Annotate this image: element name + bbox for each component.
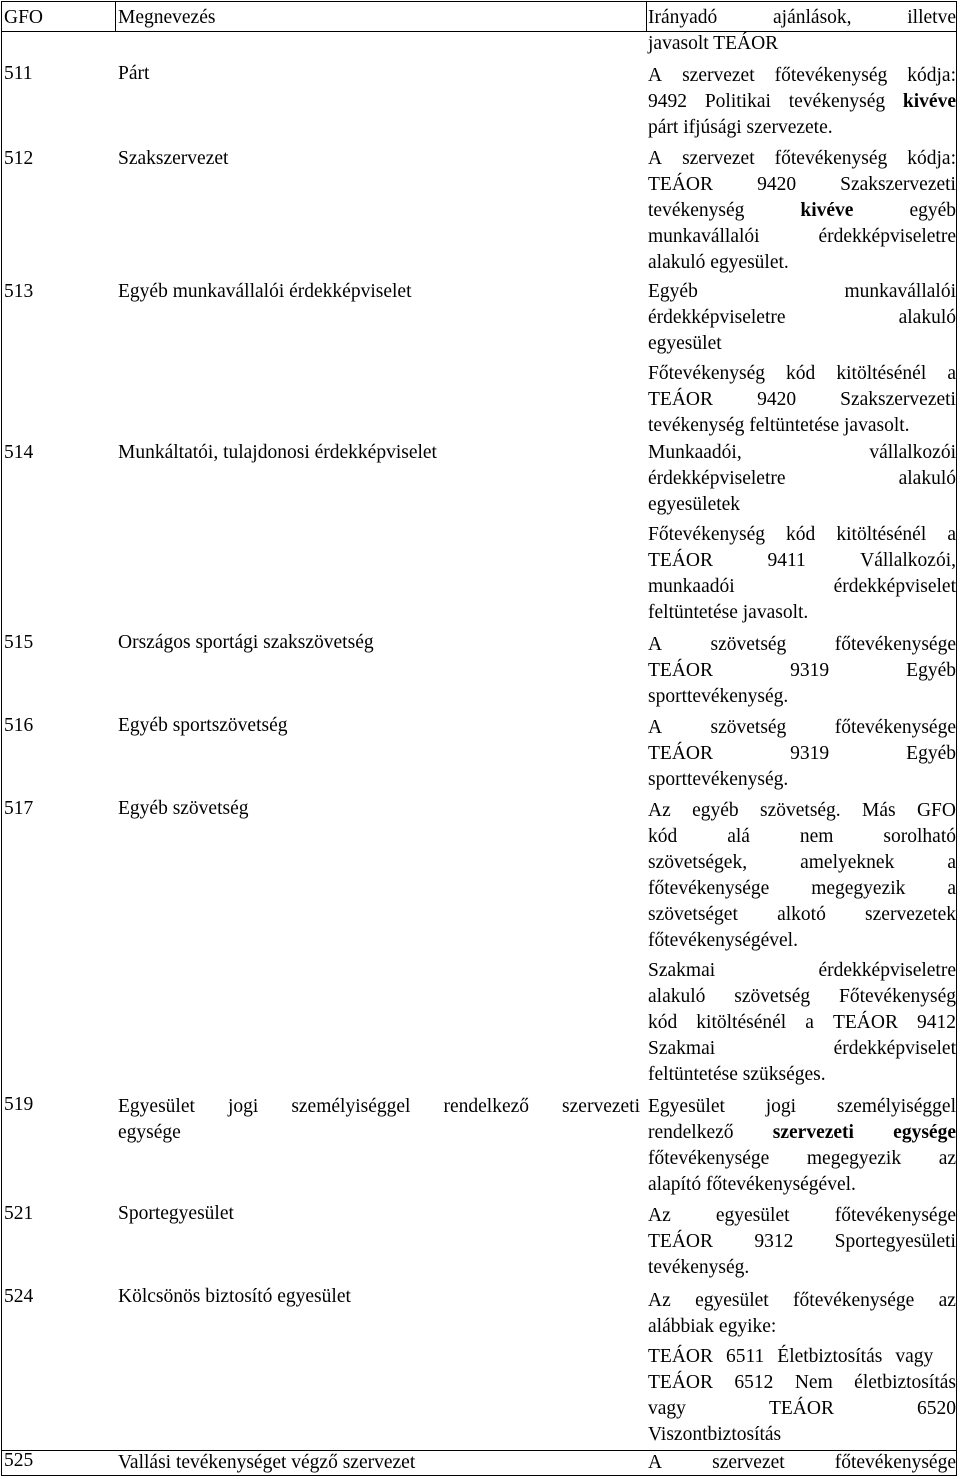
row-514-code: 514	[4, 442, 34, 463]
header-col-divider	[115, 1, 116, 32]
row-524-code: 524	[4, 1286, 34, 1307]
row-519-rec: Egyesület jogi személyiséggel rendelkező szervezeti egysége főtevékenysége megegyezik az alapító főtevékenységével.	[648, 1096, 956, 1195]
row-512-name: Szakszervezet	[118, 148, 229, 169]
row-525-name: Vallási tevékenységet végző szervezet	[118, 1452, 416, 1473]
row-521-rec: Az egyesület főtevékenysége TEÁOR 9312 Sportegyesületi tevékenység.	[648, 1205, 956, 1278]
row-513-rec: Egyéb munkavállalói érdekképviseletre alakuló egyesület Főtevékenység kód kitöltésénél a TEÁOR 9420 Szakszervezeti tevékenység feltüntetése javasolt.	[648, 281, 956, 436]
row-525-code: 525	[4, 1450, 34, 1471]
row-512-rec: A szervezet főtevékenység kódja: TEÁOR 9420 Szakszervezeti tevékenység kivéve egyéb munkavállalói érdekképviseletre alakuló egyesület.	[648, 148, 956, 273]
row-516-code: 516	[4, 715, 34, 736]
row-513-name: Egyéb munkavállalói érdekképviselet	[118, 281, 412, 302]
row-515-name: Országos sportági szakszövetség	[118, 632, 374, 653]
row-524-name: Kölcsönös biztosító egyesület	[118, 1286, 351, 1307]
header-gfo: GFO	[4, 7, 44, 28]
header-col-divider	[646, 1, 647, 32]
header-name: Megnevezés	[118, 7, 216, 28]
row-524-rec: Az egyesület főtevékenysége az alábbiak egyike: TEÁOR 6511 Életbiztosítás vagy TEÁOR 6512 Nem életbiztosítás vagy TEÁOR 6520 Viszontbiztosítás	[648, 1290, 956, 1445]
header-recommendations: Irányadó ajánlások, illetve javasolt TEÁOR	[648, 7, 956, 54]
row-515-code: 515	[4, 632, 34, 653]
row-511-rec: A szervezet főtevékenység kódja: 9492 Politikai tevékenység kivéve párt ifjúsági szervezete.	[648, 65, 956, 138]
row-517-rec: Az egyéb szövetség. Más GFO kód alá nem sorolható szövetségek, amelyeknek a főtevékenysége megegyezik a szövetséget alkotó szervezetek főtevékenységével. Szakmai érdekképviseletre alakuló szövetség Főtevékenység kód kitöltésénél a TEÁOR 9412 Szakmai érdekképviselet feltüntetése szükséges.	[648, 800, 956, 1085]
row-511-name: Párt	[118, 63, 150, 84]
row-516-rec: A szövetség főtevékenysége TEÁOR 9319 Egyéb sporttevékenység.	[648, 717, 956, 790]
row-512-code: 512	[4, 148, 34, 169]
row-519-name: Egyesület jogi személyiséggel rendelkező szervezeti egysége	[118, 1096, 640, 1143]
row-519-code: 519	[4, 1094, 34, 1115]
row-517-name: Egyéb szövetség	[118, 798, 249, 819]
row-517-code: 517	[4, 798, 34, 819]
row-525-rec: A szervezet főtevékenysége	[648, 1452, 956, 1473]
row-514-rec: Munkaadói, vállalkozói érdekképviseletre alakuló egyesületek Főtevékenység kód kitöltésénél a TEÁOR 9411 Vállalkozói, munkaadói érdekképviselet feltüntetése javasolt.	[648, 442, 956, 623]
row-513-code: 513	[4, 281, 34, 302]
row-521-name: Sportegyesület	[118, 1203, 234, 1224]
row-514-name: Munkáltatói, tulajdonosi érdekképviselet	[118, 442, 437, 463]
row-521-code: 521	[4, 1203, 34, 1224]
row-515-rec: A szövetség főtevékenysége TEÁOR 9319 Egyéb sporttevékenység.	[648, 634, 956, 707]
row-516-name: Egyéb sportszövetség	[118, 715, 288, 736]
row-511-code: 511	[4, 63, 33, 84]
